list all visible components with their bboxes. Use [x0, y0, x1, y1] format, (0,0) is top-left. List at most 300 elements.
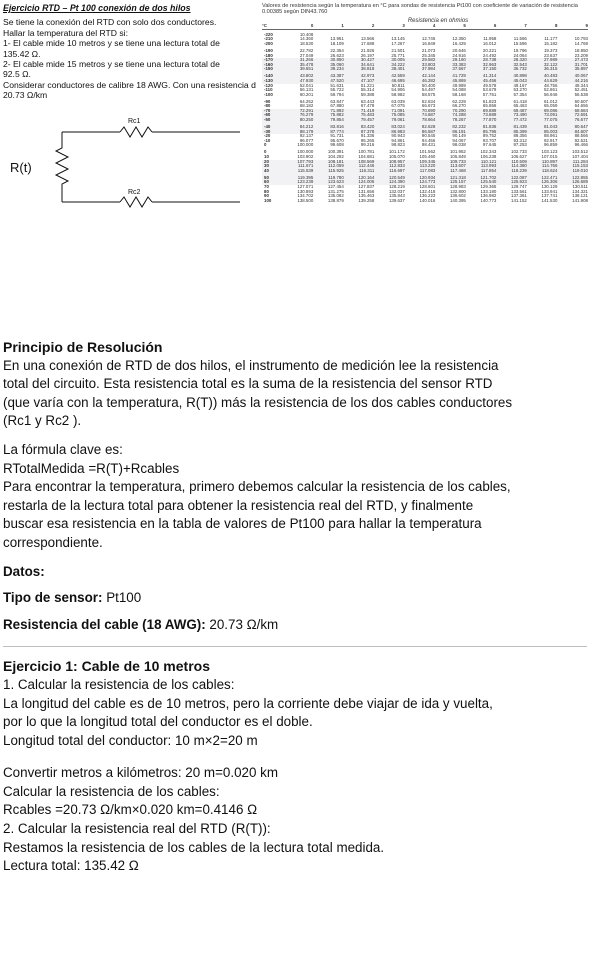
resistance-cell: 86.587: [405, 130, 436, 135]
table-column-header: 9: [557, 24, 588, 30]
table-body: [262, 30, 588, 203]
resistance-cell: 64.252: [299, 98, 314, 104]
resistance-cell: 112.059: [313, 164, 344, 169]
resistance-cell: 126.306: [527, 180, 558, 185]
resistance-cell: 87.378: [344, 130, 375, 135]
resistance-cell: 13.145: [391, 36, 405, 42]
exercise1-line: La longitud del cable es de 10 metros, pero la corriente debe viajar de ida y vuelta,: [3, 695, 493, 711]
resistance-cell: 59.794: [330, 91, 344, 97]
resistance-cell: 43.387: [313, 72, 344, 79]
resistance-cell: 136.602: [449, 193, 466, 199]
resistance-cell: 35.897: [557, 67, 588, 72]
resistance-cell: 122.471: [527, 173, 558, 180]
resistance-cell: 129.747: [511, 183, 527, 189]
resistance-cell: 138.500: [297, 197, 314, 203]
resistance-cell: 84.607: [557, 130, 588, 135]
resistance-cell: 37.984: [405, 67, 436, 72]
resistance-cell: 37.150: [466, 67, 497, 72]
temperature-cell: -200: [264, 40, 273, 46]
resistance-cell: 79.061: [374, 118, 405, 123]
resistance-cell: 119.780: [313, 173, 344, 180]
resistance-cell: 104.292: [327, 154, 344, 159]
resistance-cell: 130.511: [572, 183, 588, 189]
resistance-cell: 49.989: [452, 82, 466, 88]
resistance-cell: 15.596: [513, 40, 527, 46]
resistance-cell: 110.509: [496, 160, 527, 165]
resistance-cell: 81.836: [466, 123, 497, 130]
rc2-resistor-symbol: [120, 197, 152, 207]
resistance-cell: 117.854: [466, 169, 497, 174]
resistance-cell: 123.623: [313, 180, 344, 185]
resistance-cell: 94.861: [391, 137, 405, 143]
resistance-cell: 122.855: [557, 173, 588, 180]
resistance-cell: 102.343: [480, 149, 497, 155]
resistance-cell: 107.015: [541, 154, 558, 159]
resistance-cell: 77.075: [527, 118, 558, 123]
resistance-cell: 83.816: [313, 123, 344, 130]
resistance-cell: 46.695: [374, 79, 405, 84]
resistance-cell: 22.782: [299, 47, 314, 53]
resistance-cell: 120.934: [405, 173, 436, 180]
resistance-cell: 73.091: [527, 113, 558, 118]
resistance-cell: 108.957: [374, 160, 405, 165]
resistance-cell: 27.989: [527, 58, 558, 63]
resistance-cell: 51.631: [330, 82, 344, 88]
resistance-cell: 138.121: [572, 193, 588, 199]
resistance-cell: 127.071: [297, 183, 314, 189]
exercise1-line: Longitud total del conductor: 10 m×2=20 m: [3, 732, 258, 748]
rc1-label: Rc1: [128, 118, 141, 125]
temperature-cell: 20: [262, 160, 283, 165]
resistance-cell: 53.679: [482, 87, 497, 93]
resistance-cell: 121.318: [435, 173, 466, 180]
resistance-cell: 11.566: [513, 36, 527, 42]
resistance-cell: 111.284: [557, 160, 588, 165]
explanation-line: Para encontrar la temperatura, primero debemos calcular la resistencia de los cables,: [3, 479, 511, 495]
resistance-cell: 111.671: [283, 164, 314, 169]
resistance-cell: 32.963: [466, 63, 497, 68]
resistance-cell: 65.463: [513, 103, 527, 109]
exercise-image: [0, 0, 590, 330]
sensor-value: Pt100: [102, 590, 142, 606]
resistance-cell: 110.121: [466, 160, 497, 165]
resistance-cell: 89.752: [482, 133, 497, 139]
resistance-cell: 127.454: [327, 183, 344, 189]
resistance-cell: 71.091: [374, 109, 405, 114]
temperature-cell: -220: [264, 31, 273, 37]
temperature-cell: -70: [262, 109, 283, 114]
resistance-cell: 85.003: [527, 130, 558, 135]
temperature-cell: -50: [262, 118, 283, 123]
resistance-cell: 112.833: [374, 164, 405, 169]
table-column-header: 3: [374, 24, 405, 30]
resistance-cell: 26.197: [360, 52, 375, 58]
resistance-cell: 136.982: [480, 193, 497, 199]
temperature-cell: -90: [264, 98, 271, 104]
datos-heading: Datos:: [3, 563, 45, 579]
exercise-title: Ejercicio RTD – Pt 100 conexión de dos hilos: [3, 3, 191, 13]
exercise1-calc: Rcables =20.73 Ω/km×0.020 km=0.4146 Ω: [3, 802, 258, 818]
resistance-cell: 140.773: [480, 197, 497, 203]
resistance-cell: 20.221: [482, 47, 497, 53]
resistance-cell: 81.439: [496, 123, 527, 130]
resistance-cell: 28.738: [466, 58, 497, 63]
resistance-cell: 107.793: [283, 160, 314, 165]
table-column-header: 5: [435, 24, 466, 30]
resistance-cell: 46.282: [405, 79, 436, 84]
resistance-cell: 130.893: [297, 188, 314, 194]
resistance-cell: 30.005: [374, 58, 405, 63]
resistance-cell: 56.538: [574, 91, 588, 97]
resistance-cell: 69.487: [496, 109, 527, 114]
resistance-cell: 18.530: [299, 40, 314, 46]
exercise-statement: [3, 3, 256, 101]
resistance-cell: 76.279: [283, 113, 314, 118]
resistance-cell: 135.082: [327, 193, 344, 199]
resistance-cell: 88.179: [283, 130, 314, 135]
table-column-header: 2: [344, 24, 375, 30]
resistance-cell: 132.800: [449, 188, 466, 194]
resistance-cell: 44.216: [557, 79, 588, 84]
resistance-cell: 61.823: [482, 98, 497, 104]
resistance-cell: 24.064: [513, 52, 527, 58]
resistance-cell: 52.451: [574, 87, 588, 93]
resistance-cell: 70.690: [405, 109, 436, 114]
resistance-cell: 83.420: [344, 123, 375, 130]
resistance-cell: 100.000: [297, 142, 314, 148]
resistance-cell: 64.656: [574, 103, 588, 109]
resistance-cell: 79.854: [313, 118, 344, 123]
resistance-cell: 47.107: [344, 79, 375, 84]
resistance-cell: 112.446: [344, 164, 375, 169]
resistance-cell: 58.982: [391, 91, 405, 97]
resistance-cell: 31.266: [283, 58, 314, 63]
resistance-cell: 117.083: [405, 169, 436, 174]
resistance-cell: 119.395: [283, 173, 314, 180]
resistance-cell: 133.180: [480, 188, 497, 194]
resistance-cell: 73.490: [496, 113, 527, 118]
resistance-cell: 99.608: [330, 142, 344, 148]
resistance-cell: 72.291: [283, 109, 314, 114]
resistance-cell: 60.607: [574, 98, 588, 104]
statement-line: 2- El cable mide 15 metros y se tiene una lectura total de: [3, 59, 220, 70]
resistance-cell: 82.628: [405, 123, 436, 130]
resistance-cell: 75.085: [374, 113, 405, 118]
temperature-cell: -170: [262, 58, 283, 63]
resistance-cell: 101.562: [419, 149, 436, 155]
resistance-cell: 44.629: [527, 79, 558, 84]
resistance-cell: 120.164: [344, 173, 375, 180]
resistance-cell: 62.634: [421, 98, 436, 104]
table-row: [262, 199, 588, 204]
resistance-cell: 92.521: [574, 137, 588, 143]
statement-line: 1- El cable mide 10 metros y se tiene una lectura total de: [3, 38, 220, 49]
resistance-cell: 17.267: [391, 40, 405, 46]
resistance-cell: 133.941: [541, 188, 558, 194]
temperature-cell: 50: [262, 173, 283, 180]
resistance-cell: 56.946: [543, 91, 558, 97]
resistance-cell: 109.733: [435, 160, 466, 165]
resistance-cell: 91.336: [360, 133, 375, 139]
resistance-cell: 96.466: [574, 142, 588, 148]
resistance-cell: 47.930: [283, 79, 314, 84]
resistance-cell: 78.664: [405, 118, 436, 123]
resistance-cell: 115.539: [283, 169, 314, 174]
explanation-line: correspondiente.: [3, 534, 103, 550]
resistance-cell: 61.418: [513, 98, 527, 104]
resistance-cell: 27.473: [557, 58, 588, 63]
resistance-cell: 76.677: [557, 118, 588, 123]
resistance-cell: 20.646: [452, 47, 466, 53]
temperature-cell: -190: [264, 47, 273, 53]
resistance-cell: 101.172: [388, 149, 405, 155]
table-column-header: 8: [527, 24, 558, 30]
rtd-label: R(t): [10, 160, 32, 175]
resistance-cell: 21.501: [391, 47, 405, 53]
resistance-cell: 90.149: [452, 133, 466, 139]
resistance-cell: 59.388: [360, 91, 375, 97]
resistance-cell: 87.774: [313, 130, 344, 135]
resistance-cell: 30.427: [344, 58, 375, 63]
resistance-cell: 13.566: [360, 36, 375, 42]
temperature-cell: -40: [262, 123, 283, 130]
resistance-cell: 66.270: [452, 103, 466, 109]
resistance-cell: 107.404: [572, 154, 588, 159]
resistance-cell: 94.067: [452, 137, 466, 143]
resistance-cell: 19.373: [543, 47, 558, 53]
resistance-cell: 24.916: [452, 52, 466, 58]
resistance-cell: 129.365: [480, 183, 497, 189]
explanation-line: restarla de la lectura total para obtener la resistencia real del RTD, y finalmente: [3, 497, 474, 513]
resistance-cell: 79.457: [344, 118, 375, 123]
resistance-cell: 74.288: [435, 113, 466, 118]
resistance-cell: 114.766: [527, 164, 558, 169]
resistance-cell: 21.073: [421, 47, 436, 53]
resistance-cell: 15.182: [543, 40, 558, 46]
resistance-cell: 118.624: [527, 169, 558, 174]
resistance-cell: 93.312: [513, 137, 527, 143]
temperature-cell: -140: [262, 72, 283, 79]
resistance-cell: 83.024: [374, 123, 405, 130]
resistance-cell: 132.037: [388, 188, 405, 194]
cable-value: 20.73 Ω/km: [205, 616, 279, 632]
resistance-cell: 120.549: [374, 173, 405, 180]
resistance-cell: 25.771: [391, 52, 405, 58]
datos-cable-row: [3, 616, 587, 635]
resistance-cell: 125.157: [435, 180, 466, 185]
temperature-cell: -30: [262, 130, 283, 135]
resistance-cell: 100.391: [327, 149, 344, 155]
resistance-cell: 22.354: [330, 47, 344, 53]
resistance-cell: 128.219: [388, 183, 405, 189]
resistance-cell: 12.350: [452, 36, 466, 42]
table-column-header: 1: [313, 24, 344, 30]
resistance-cell: 63.039: [391, 98, 405, 104]
rtd-circuit-diagram: [10, 118, 270, 218]
resistance-cell: 96.859: [543, 142, 558, 148]
resistance-cell: 92.917: [543, 137, 558, 143]
temperature-cell: -160: [262, 63, 283, 68]
resistance-cell: 41.729: [435, 72, 466, 79]
resistance-cell: 105.070: [388, 154, 405, 159]
resistance-cell: 62.229: [452, 98, 466, 104]
resistance-cell: 66.673: [421, 103, 436, 109]
resistance-cell: 122.087: [496, 173, 527, 180]
resistance-cell: 38.401: [374, 67, 405, 72]
resistance-cell: 57.761: [482, 91, 497, 97]
table-column-header: 4: [405, 24, 436, 30]
resistance-cell: 75.882: [313, 113, 344, 118]
resistance-cell: 94.456: [421, 137, 436, 143]
resistance-cell: 24.492: [482, 52, 497, 58]
resistance-cell: 42.559: [374, 72, 405, 79]
statement-line: 20.73 Ω/km: [3, 90, 48, 101]
resistance-cell: 137.741: [541, 193, 558, 199]
exercise1-reading: Lectura total: 135.42 Ω: [3, 858, 139, 874]
temperature-cell: -210: [264, 36, 273, 42]
temperature-cell: -20: [264, 133, 271, 139]
resistance-cell: 88.961: [543, 133, 558, 139]
table-column-header: °C: [262, 24, 283, 30]
resistance-cell: 37.567: [435, 67, 466, 72]
temperature-cell: 0: [264, 149, 267, 155]
resistance-cell: 36.732: [496, 67, 527, 72]
exercise1-line: por lo que la longitud total del conductor es el doble.: [3, 714, 313, 730]
resistance-cell: 99.216: [360, 142, 375, 148]
resistance-cell: 140.016: [419, 197, 436, 203]
resistance-cell: 113.993: [466, 164, 497, 169]
resistance-cell: 86.191: [435, 130, 466, 135]
resistance-cell: 85.399: [496, 130, 527, 135]
table-caption: Valores de resistencia según la temperatura en °C para sondas de resistencia Pt100 con coeficiente de variación de resistencia 0.00385 según DIN43.760: [262, 3, 578, 16]
table-column-header: 6: [466, 24, 497, 30]
resistance-cell: 30.850: [313, 58, 344, 63]
rtd-resistor-symbol: [56, 132, 68, 202]
resistance-cell: 10.793: [574, 36, 588, 42]
resistance-cell: 141.152: [511, 197, 527, 203]
resistance-cell: 77.472: [496, 118, 527, 123]
resistance-cell: 16.012: [482, 40, 497, 46]
resistance-cell: 124.006: [344, 180, 375, 185]
resistance-cell: 45.043: [496, 79, 527, 84]
table-column-header: 7: [496, 24, 527, 30]
resistance-cell: 92.137: [299, 133, 314, 139]
resistance-cell: 43.802: [283, 72, 314, 79]
resistance-cell: 91.731: [330, 133, 344, 139]
resistance-cell: 124.773: [405, 180, 436, 185]
resistance-cell: 113.607: [435, 164, 466, 169]
resistance-cell: 45.869: [435, 79, 466, 84]
resistance-cell: 39.651: [283, 67, 314, 72]
resistance-cell: 128.601: [419, 183, 436, 189]
exercise1-convert: Convertir metros a kilómetros: 20 m=0.020 km: [3, 765, 278, 781]
resistance-cell: 67.478: [360, 103, 375, 109]
resistance-cell: 100.781: [358, 149, 375, 155]
resistance-cell: 69.086: [527, 109, 558, 114]
temperature-cell: 90: [264, 193, 269, 199]
resistance-cell: 55.314: [360, 87, 375, 93]
resistance-cell: 80.250: [283, 118, 314, 123]
temperature-cell: 60: [262, 180, 283, 185]
resistance-cell: 105.460: [419, 154, 436, 159]
resistance-cell: 45.456: [466, 79, 497, 84]
resistance-cell: 85.795: [466, 130, 497, 135]
temperature-cell: -120: [264, 82, 273, 88]
resistance-cell: 51.221: [360, 82, 375, 88]
resistance-cell: 10.408: [299, 31, 314, 37]
resistance-cell: 42.144: [405, 72, 436, 79]
resistance-cell: 98.823: [391, 142, 405, 148]
resistance-cell: 106.238: [480, 154, 497, 159]
resistance-cell: 125.923: [496, 180, 527, 185]
principle-line: total del circuito. Esta resistencia total es la suma de la resistencia del sensor RTD: [3, 376, 493, 392]
resistance-cell: 102.733: [511, 149, 527, 155]
resistance-cell: 123.239: [283, 180, 314, 185]
temperature-cell: -150: [262, 67, 283, 72]
resistance-cell: 23.637: [543, 52, 558, 58]
sensor-label: Tipo de sensor:: [3, 590, 103, 606]
formula: RTotalMedida =R(T)+Rcables: [3, 460, 180, 476]
resistance-cell: 73.889: [466, 113, 497, 118]
resistance-cell: 103.123: [541, 149, 558, 155]
resistance-cell: 97.645: [482, 142, 497, 148]
resistance-cell: 40.898: [496, 72, 527, 79]
resistance-cell: 103.512: [572, 149, 588, 155]
resistance-cell: 56.131: [299, 87, 314, 93]
resistance-cell: 67.880: [330, 103, 344, 109]
resistance-cell: 117.468: [435, 169, 466, 174]
resistance-cell: 125.540: [466, 180, 497, 185]
resistance-cell: 109.345: [405, 160, 436, 165]
resistance-cell: 95.265: [360, 137, 375, 143]
resistance-cell: 105.849: [449, 154, 466, 159]
resistance-cell: 18.109: [330, 40, 344, 46]
formula-intro: La fórmula clave es:: [3, 441, 123, 457]
resistance-cell: 32.122: [527, 63, 558, 68]
resistance-cell: 128.983: [449, 183, 466, 189]
resistance-cell: 90.943: [391, 133, 405, 139]
resistance-cell: 35.478: [283, 63, 314, 68]
resistance-cell: 21.926: [360, 47, 375, 53]
temperature-cell: 40: [262, 169, 283, 174]
resistance-cell: 69.889: [466, 109, 497, 114]
resistance-cell: 127.837: [358, 183, 375, 189]
explanation-line: buscar esa resistencia en la tabla de valores de Pt100 para hallar la temperatura: [3, 516, 482, 532]
resistance-cell: 110.897: [527, 160, 558, 165]
exercise1-step1: 1. Calcular la resistencia de los cables:: [3, 676, 235, 692]
resistance-cell: 137.361: [511, 193, 527, 199]
resistance-cell: 26.623: [330, 52, 344, 58]
resistance-cell: 54.906: [391, 87, 405, 93]
principle-line: (que varía con la temperatura, R(T)) más la resistencia de los dos cables conductores: [3, 394, 513, 410]
resistance-cell: 124.390: [374, 180, 405, 185]
statement-line: 92.5 Ω.: [3, 69, 31, 80]
resistance-cell: 114.380: [496, 164, 527, 169]
resistance-cell: 11.177: [544, 36, 558, 42]
resistance-cell: 52.861: [543, 87, 558, 93]
resistance-cell: 54.088: [452, 87, 466, 93]
resistance-cell: 131.656: [358, 188, 375, 194]
resistance-cell: 95.670: [330, 137, 344, 143]
temperature-cell: 30: [262, 164, 283, 169]
resistance-cell: 47.520: [313, 79, 344, 84]
resistance-cell: 71.419: [344, 109, 375, 114]
resistance-cell: 119.010: [557, 169, 588, 174]
resistance-cell: 141.530: [541, 197, 558, 203]
rc1-resistor-symbol: [120, 127, 152, 137]
resistance-cell: 131.275: [327, 188, 344, 194]
principle-heading: Principio de Resolución: [3, 339, 163, 355]
